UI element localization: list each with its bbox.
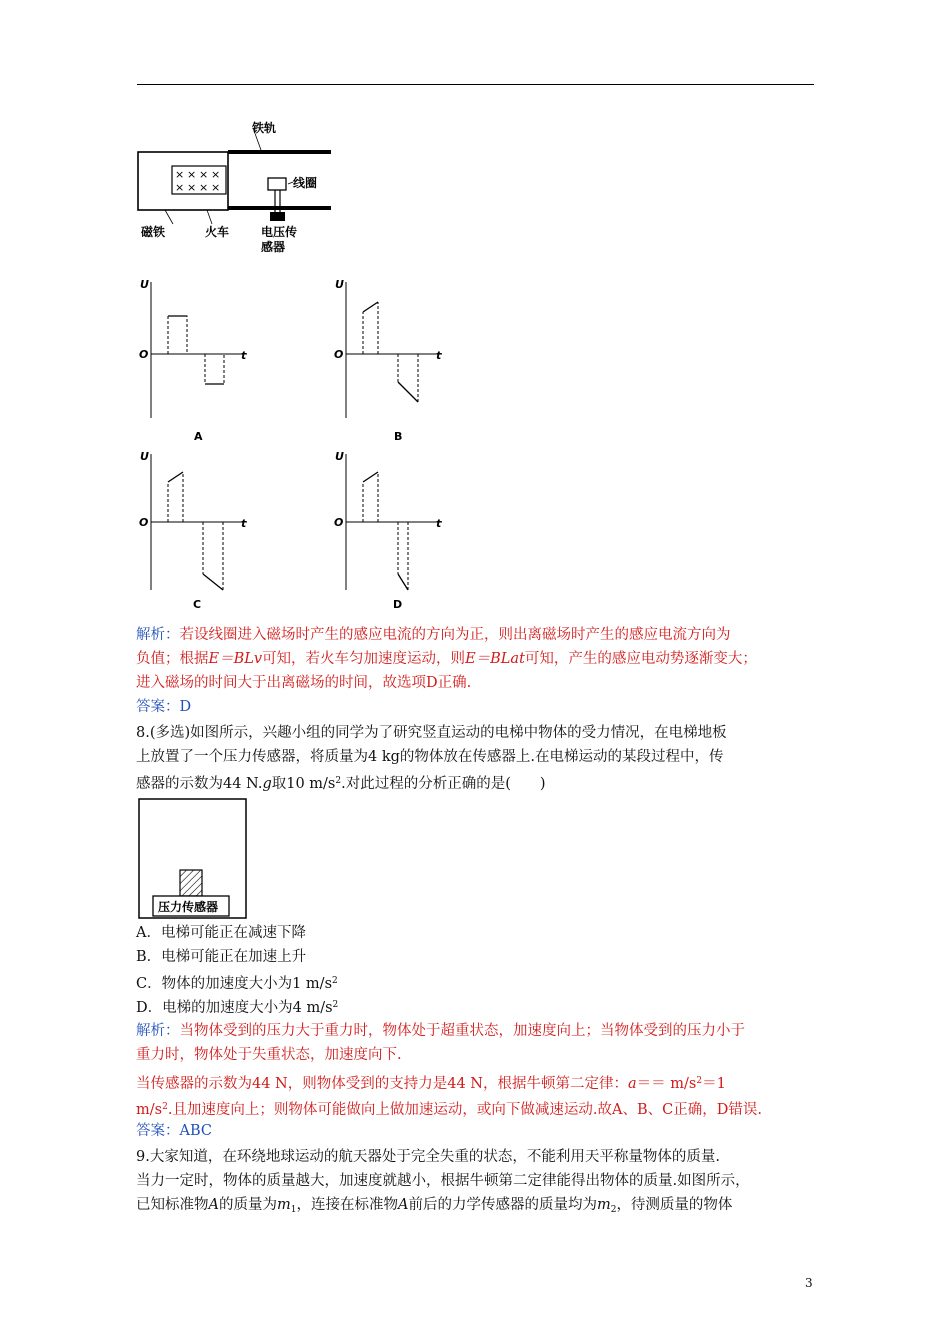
axis-u: U (140, 278, 149, 291)
q7-analysis-label: 解析： (136, 627, 180, 643)
weight-block (180, 870, 202, 896)
q9-line1: 9.大家知道，在环绕地球运动的航天器处于完全失重的状态，不能利用天平称量物体的质量. (136, 1149, 720, 1165)
q8-analysis-line3: 当传感器的示数为44 N，则物体受到的支持力是44 N，根据牛顿第二定律：$a== m/s^2=1$ (136, 1076, 726, 1092)
sensor-label-1: 电压传 (261, 225, 298, 239)
origin: O (139, 516, 149, 529)
rail-label: 铁轨 (252, 121, 277, 135)
q8-analysis-line4: $m/s^2$.且加速度向上；则物体可能做向上做加速运动，或向下做减速运动.故A、B、C正确，D错误. (136, 1102, 762, 1118)
curve-a-neg (205, 354, 224, 384)
q8-stem-line1: 8.(多选)如图所示，兴趣小组的同学为了研究竖直运动的电梯中物体的受力情况，在电梯地板 (136, 725, 727, 741)
q8-stem-line2: 上放置了一个压力传感器，将质量为4 kg的物体放在传感器上.在电梯运动的某段过程中，传 (136, 749, 724, 765)
axis-t: t (241, 517, 247, 530)
svg-text:×: × (199, 181, 209, 194)
origin: O (139, 348, 149, 361)
magnet-crosses (175, 168, 220, 194)
curve-d-neg (398, 574, 408, 590)
q8-option-b: B．电梯可能正在加速上升 (136, 949, 307, 965)
q8-option-a: A．电梯可能正在减速下降 (136, 925, 306, 941)
svg-text:×: × (175, 168, 185, 181)
axis-u: U (335, 278, 344, 291)
q8-analysis-line1: 解析：当物体受到的压力大于重力时，物体处于超重状态，加速度向上；当物体受到的压力小于 (136, 1023, 745, 1039)
q7-analysis-line2: 负值；根据E＝BLv可知，若火车匀加速度运动，则E＝BLat可知，产生的感应电动势逐渐变大； (136, 651, 757, 667)
svg-text:×: × (187, 181, 197, 194)
page-number: 3 (805, 1276, 813, 1290)
curve-b-pos (363, 302, 378, 312)
svg-text:×: × (199, 168, 209, 181)
graph-d (330, 444, 460, 614)
train-coil-diagram (135, 120, 345, 260)
q7-analysis-line3: 进入磁场的时间大于出离磁场的时间，故选项D正确. (136, 675, 472, 691)
pressure-sensor-label: 压力传感器 (158, 900, 219, 914)
curve-b-neg (398, 382, 418, 402)
svg-text:×: × (211, 168, 221, 181)
train-label: 火车 (205, 225, 230, 239)
option-a-label: A (194, 430, 203, 442)
header-rule (137, 84, 814, 85)
curve-a-pos (168, 316, 187, 354)
axis-u: U (335, 450, 344, 463)
voltage-sensor (270, 212, 285, 221)
axis-t: t (436, 517, 442, 530)
coil-label: 线圈 (293, 176, 318, 190)
graph-c (135, 444, 265, 614)
curve-c-neg (203, 574, 223, 590)
q8-analysis-label: 解析： (136, 1023, 180, 1039)
curve-d-pos (363, 472, 378, 482)
coil (268, 178, 286, 190)
axis-t: t (241, 349, 247, 362)
axis-u: U (140, 450, 149, 463)
q9-line2: 当力一定时，物体的质量越大，加速度就越小，根据牛顿第二定律能得出物体的质量.如图所示， (136, 1173, 750, 1189)
sensor-label-2: 感器 (261, 240, 286, 254)
svg-text:×: × (187, 168, 197, 181)
q8-analysis-line2: 重力时，物体处于失重状态，加速度向下. (136, 1047, 402, 1063)
q9-line3: 已知标准物A的质量为$m_1$，连接在标准物A前后的力学传感器的质量均为$m_2$，待测质量的物体 (136, 1197, 733, 1215)
origin: O (334, 516, 344, 529)
option-b-label: B (394, 430, 403, 442)
origin: O (334, 348, 344, 361)
q7-answer: 答案：D (136, 699, 192, 715)
option-c-label: C (193, 598, 202, 611)
curve-c-pos (168, 472, 183, 482)
axis-t: t (436, 349, 442, 362)
q8-option-d: D．电梯的加速度大小为4 $m/s^2$ (136, 1000, 339, 1016)
q8-option-c: C．物体的加速度大小为1 $m/s^2$ (136, 976, 338, 992)
svg-text:×: × (175, 181, 185, 194)
q8-stem-line3: 感器的示数为44 N.g取10 $m/s^2$.对此过程的分析正确的是( ) (136, 776, 546, 792)
svg-text:×: × (211, 181, 221, 194)
graph-b (330, 272, 460, 442)
graph-a (135, 272, 265, 442)
q7-analysis-line1: 解析：若设线圈进入磁场时产生的感应电流的方向为正，则出离磁场时产生的感应电流方向为 (136, 627, 731, 643)
elevator-diagram (138, 798, 250, 922)
q8-answer: 答案：ABC (136, 1123, 212, 1139)
magnet-label: 磁铁 (141, 225, 166, 239)
option-d-label: D (393, 598, 403, 611)
